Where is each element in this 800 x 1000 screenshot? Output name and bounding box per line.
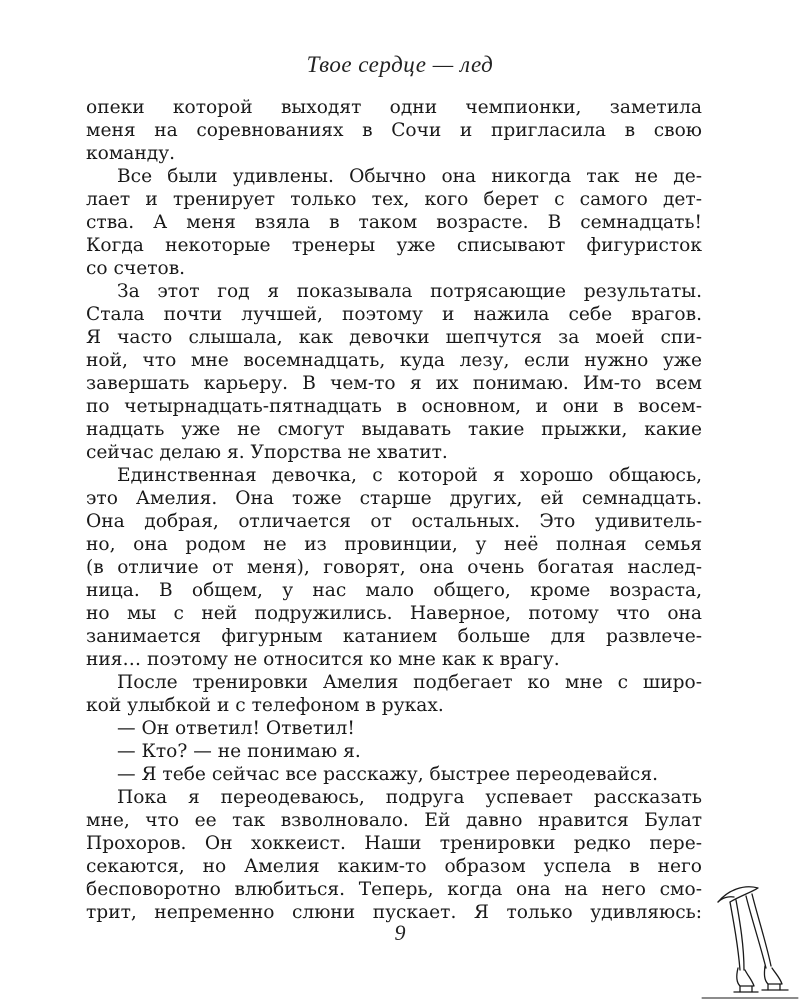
text-line: опеки которой выходят одни чемпионки, заметила [86, 97, 702, 118]
text-line: но мы с ней подружились. Наверное, потому что она [86, 603, 702, 624]
text-line: по четырнадцать-пятнадцать в основном, и они в восем- [86, 396, 702, 417]
skater-illustration [700, 880, 800, 1000]
text-line: мне, что ее так взволновало. Ей давно нравится Булат [86, 810, 702, 831]
text-line: После тренировки Амелия подбегает ко мне с широ- [117, 672, 702, 693]
text-line: ния… поэтому не относится ко мне как к врагу. [86, 649, 560, 670]
text-line: Я часто слышала, как девочки шепчутся за моей спи- [86, 327, 702, 348]
text-line: (в отличие от меня), говорят, она очень богатая наслед- [86, 557, 702, 578]
text-line: это Амелия. Она тоже старше других, ей семнадцать. [86, 488, 702, 509]
text-line: но, она родом не из провинции, у неё полная семья [86, 534, 702, 555]
dialogue-line: — Кто? — не понимаю я. [117, 741, 361, 762]
text-line: меня на соревнованиях в Сочи и пригласила в свою [86, 120, 702, 141]
text-line: Она добрая, отличается от остальных. Это удивитель- [86, 511, 702, 532]
text-line: ства. А меня взяла в таком возрасте. В семнадцать! [86, 212, 702, 233]
text-line: Пока я переодеваюсь, подруга успевает рассказать [117, 787, 702, 808]
page-number: 9 [394, 920, 406, 945]
text-line: лает и тренирует только тех, кого берет с самого дет- [86, 189, 702, 210]
text-line: трит, непременно слюни пускает. Я только удивляюсь: [86, 902, 702, 923]
running-title: Твое сердце — лед [306, 52, 494, 77]
text-line: Стала почти лучшей, поэтому и нажила себе врагов. [86, 304, 702, 325]
text-line: кой улыбкой и с телефоном в руках. [86, 695, 444, 716]
text-line: Прохоров. Он хоккеист. Наши тренировки редко пере- [86, 833, 702, 854]
text-line: команду. [86, 143, 176, 164]
text-line: надцать уже не смогут выдавать такие прыжки, какие [86, 419, 702, 440]
text-line: ница. В общем, у нас мало общего, кроме возраста, [86, 580, 702, 601]
text-line: За этот год я показывала потрясающие результаты. [117, 281, 702, 302]
text-line: Единственная девочка, с которой я хорошо общаюсь, [117, 465, 702, 486]
dialogue-line: — Он ответил! Ответил! [117, 718, 355, 739]
text-line: секаются, но Амелия каким-то образом успела в него [86, 856, 702, 877]
text-line: занимается фигурным катанием больше для развлече- [86, 626, 702, 647]
text-line: бесповоротно влюбиться. Теперь, когда она на него смо- [86, 879, 702, 900]
text-line: со счетов. [86, 258, 186, 279]
text-line: Когда некоторые тренеры уже списывают фигуристок [86, 235, 702, 256]
body-text [86, 96, 702, 924]
text-line: сейчас делаю я. Упорства не хватит. [86, 442, 448, 463]
text-line: ной, что мне восемнадцать, куда лезу, если нужно уже [86, 350, 702, 371]
text-line: Все были удивлены. Обычно она никогда так не де- [117, 166, 702, 187]
text-line: завершать карьеру. В чем-то я их понимаю. Им-то всем [86, 373, 702, 394]
dialogue-line: — Я тебе сейчас все расскажу, быстрее переодевайся. [117, 764, 658, 785]
